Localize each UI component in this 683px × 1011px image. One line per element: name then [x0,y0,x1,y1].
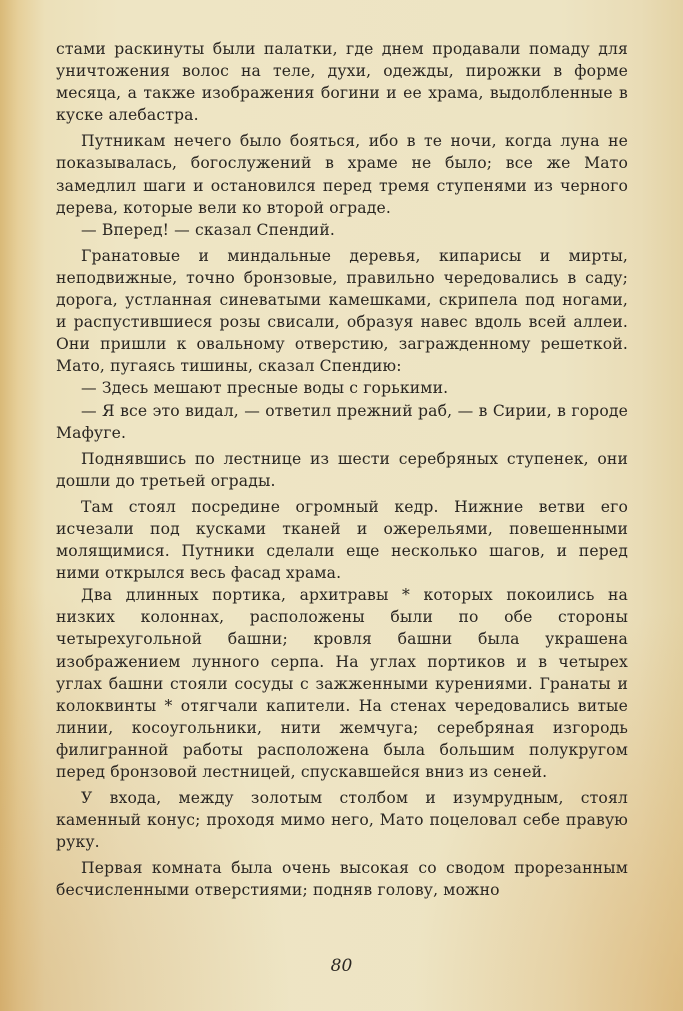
paragraph: Поднявшись по лестнице из шести серебряных ступенек, они дошли до третьей ограды. [56,449,628,490]
paragraph: У входа, между золотым столбом и изумрудным, стоял каменный конус; проходя мимо него, Мато поцеловал себе правую руку. [56,789,628,852]
paragraph: Путникам нечего было бояться, ибо в те ночи, когда луна не показывалась, богослужений в храме не было; все же Мато замедлил шаги и остановился перед тремя ступенями из черного дерева, которые вели ко второй ограде. [56,132,628,217]
page-number: 80 [330,956,353,976]
dialogue-line: — Здесь мешают пресные воды с горькими. [81,379,449,398]
paragraph: Два длинных портика, архитравы * которых покоились на низких колоннах, расположены были по обе стороны четырехугольной башни; кровля башни была украшена изображением лунного серпа. На углах портиков и в четырех углах башни стояли сосуды с зажженными курениями. Гранаты и колоквинты * отягчали капители. На стенах чередовались витые линии, косоугольники, нити жемчуга; серебряная изгородь филигранной работы расположена была большим полукругом перед бронзовой лестницей, спускавшейся вниз из сеней. [56,586,628,781]
dialogue-line: — Вперед! — сказал Спендий. [81,220,335,239]
paragraph: Первая комната была очень высокая со сводом прорезанным бесчисленными отверстиями; подняв голову, можно [56,859,628,900]
paragraph: Там стоял посредине огромный кедр. Нижние ветви его исчезали под кусками тканей и ожерельями, повешенными молящимися. Путники сделали еще несколько шагов, и перед ними открылся весь фасад храма. [56,497,628,583]
paragraph: Гранатовые и миндальные деревья, кипарисы и мирты, неподвижные, точно бронзовые, правильно чередовались в саду; дорога, устланная синеватыми камешками, скрипела под ногами, и распустившиеся розы свисали, образуя навес вдоль всей аллеи. Они пришли к овальному отверстию, загражденному решеткой. Мато, пугаясь тишины, сказал Спендию: [56,246,628,376]
paragraph: стами раскинуты были палатки, где днем продавали помаду для уничтожения волос на теле, духи, одежды, пирожки в форме месяца, а также изображения богини и ее храма, выдолбленные в куске алебастра. [56,40,628,125]
dialogue-line: — Я все это видал, — ответил прежний раб, — в Сирии, в городе Мафуге. [56,401,628,442]
body-text [56,38,628,902]
